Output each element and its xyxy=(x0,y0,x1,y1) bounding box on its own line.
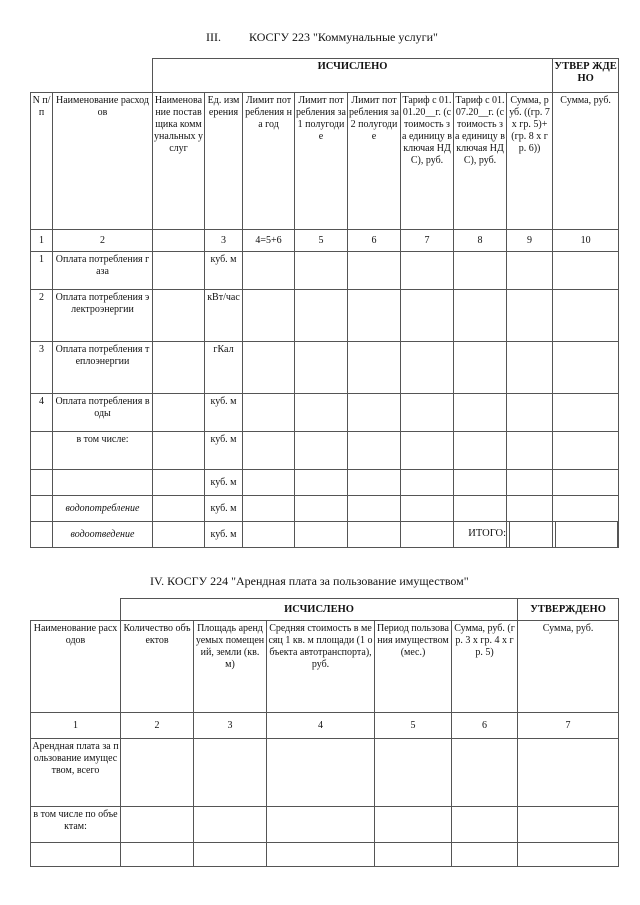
header-avg-cost: Средняя стоимость в месяц 1 кв. м площади (1 объекта автотранспорта), руб. xyxy=(267,621,375,713)
row-name: в том числе: xyxy=(53,432,153,470)
cell-value[interactable] xyxy=(507,432,553,470)
col-number: 2 xyxy=(53,230,153,252)
col-number: 6 xyxy=(452,713,518,739)
cell-value[interactable] xyxy=(348,522,401,548)
header-sum-approved: Сумма, руб. xyxy=(553,93,619,230)
cell-value[interactable] xyxy=(553,432,619,470)
cell-value[interactable] xyxy=(121,739,194,807)
cell-value[interactable] xyxy=(452,739,518,807)
cell-value[interactable] xyxy=(348,394,401,432)
header-limit-year: Лимит потребления на год xyxy=(243,93,295,230)
header-unit: Ед. измерения xyxy=(205,93,243,230)
header-num: N п/п xyxy=(31,93,53,230)
cell-value[interactable] xyxy=(507,342,553,394)
table-row xyxy=(31,470,619,496)
cell-value[interactable] xyxy=(295,522,348,548)
cell-value[interactable] xyxy=(121,843,194,867)
group-header-calculated: ИСЧИСЛЕНО xyxy=(153,59,553,93)
table-row xyxy=(31,342,619,394)
col-number xyxy=(153,230,205,252)
col-number: 6 xyxy=(348,230,401,252)
cell-supplier[interactable] xyxy=(153,522,205,548)
table-row xyxy=(31,432,619,470)
row-unit: куб. м xyxy=(205,496,243,522)
cell-value[interactable] xyxy=(518,739,619,807)
col-number: 1 xyxy=(31,713,121,739)
col-number: 1 xyxy=(31,230,53,252)
row-name: водопотребление xyxy=(53,496,153,522)
header-supplier: Наименование поставщика коммунальных услуг xyxy=(153,93,205,230)
cell-value[interactable] xyxy=(295,394,348,432)
group-header-calculated: ИСЧИСЛЕНО xyxy=(121,599,518,621)
col-number: 10 xyxy=(553,230,619,252)
group-header-approved: УТВЕР ЖДЕНО xyxy=(553,59,619,93)
cell-value[interactable] xyxy=(454,496,507,522)
table-row xyxy=(31,843,619,867)
cell-value[interactable] xyxy=(375,739,452,807)
cell-value[interactable] xyxy=(121,807,194,843)
cell-value[interactable] xyxy=(507,394,553,432)
row-num: 3 xyxy=(31,342,53,394)
cell-value[interactable] xyxy=(553,342,619,394)
cell-supplier[interactable] xyxy=(153,342,205,394)
table-corner xyxy=(31,59,153,93)
cell-value[interactable] xyxy=(194,807,267,843)
col-number: 7 xyxy=(518,713,619,739)
cell-value[interactable] xyxy=(401,394,454,432)
header-limit-h1: Лимит потребления за 1 полугодие xyxy=(295,93,348,230)
cell-supplier[interactable] xyxy=(153,252,205,290)
row-name: Арендная плата за пользование имуществом, всего xyxy=(31,739,121,807)
row-num xyxy=(31,496,53,522)
cell-value[interactable] xyxy=(243,342,295,394)
section4-title: IV. КОСГУ 224 "Арендная плата за пользование имуществом" xyxy=(150,574,469,588)
row-num: 2 xyxy=(31,290,53,342)
header-tariff-jul: Тариф с 01.07.20__г. (стоимость за единицу включая НДС), руб. xyxy=(454,93,507,230)
cell-value[interactable] xyxy=(553,290,619,342)
cell-value[interactable] xyxy=(507,470,553,496)
header-period: Период пользования имуществом (мес.) xyxy=(375,621,452,713)
total-sum-calc-cell[interactable] xyxy=(509,521,556,548)
cell-value[interactable] xyxy=(348,342,401,394)
cell-value[interactable] xyxy=(348,496,401,522)
cell-supplier[interactable] xyxy=(153,496,205,522)
cell-value[interactable] xyxy=(267,843,375,867)
row-unit: куб. м xyxy=(205,470,243,496)
table-row xyxy=(31,739,619,807)
header-sum-approved: Сумма, руб. xyxy=(518,621,619,713)
cell-value[interactable] xyxy=(553,496,619,522)
table-row xyxy=(31,807,619,843)
cell-value[interactable] xyxy=(295,252,348,290)
row-name xyxy=(53,470,153,496)
col-number: 8 xyxy=(454,230,507,252)
row-name: Оплата потребления газа xyxy=(53,252,153,290)
cell-value[interactable] xyxy=(243,290,295,342)
cell-value[interactable] xyxy=(295,342,348,394)
cell-value[interactable] xyxy=(553,252,619,290)
header-expense-name: Наименование расходов xyxy=(53,93,153,230)
header-expense-name: Наименование расходов xyxy=(31,621,121,713)
cell-value[interactable] xyxy=(348,290,401,342)
col-number: 2 xyxy=(121,713,194,739)
row-name: Оплата потребления электроэнергии xyxy=(53,290,153,342)
row-unit: куб. м xyxy=(205,522,243,548)
col-number: 5 xyxy=(295,230,348,252)
cell-value[interactable] xyxy=(454,432,507,470)
cell-value[interactable] xyxy=(375,807,452,843)
cell-value[interactable] xyxy=(518,807,619,843)
section3-title: КОСГУ 223 "Коммунальные услуги" xyxy=(249,30,438,44)
table-row xyxy=(31,496,619,522)
cell-value[interactable] xyxy=(507,496,553,522)
cell-supplier[interactable] xyxy=(153,432,205,470)
cell-value[interactable] xyxy=(518,843,619,867)
header-sum-calc: Сумма, руб. (гр. 3 x гр. 4 x гр. 5) xyxy=(452,621,518,713)
cell-value[interactable] xyxy=(267,807,375,843)
row-unit: куб. м xyxy=(205,252,243,290)
row-name: в том числе по объектам: xyxy=(31,807,121,843)
row-num: 1 xyxy=(31,252,53,290)
header-area: Площадь арендуемых помещений, земли (кв. м) xyxy=(194,621,267,713)
row-num: 4 xyxy=(31,394,53,432)
cell-value[interactable] xyxy=(401,470,454,496)
col-number: 4=5+6 xyxy=(243,230,295,252)
rent-table xyxy=(30,598,619,867)
cell-value[interactable] xyxy=(194,739,267,807)
row-unit: гКал xyxy=(205,342,243,394)
row-name: Оплата потребления воды xyxy=(53,394,153,432)
row-unit: куб. м xyxy=(205,432,243,470)
cell-value[interactable] xyxy=(375,843,452,867)
row-name: водоотведение xyxy=(53,522,153,548)
row-unit: кВт/час xyxy=(205,290,243,342)
cell-value[interactable] xyxy=(401,342,454,394)
col-number: 3 xyxy=(194,713,267,739)
cell-value[interactable] xyxy=(295,470,348,496)
cell-value[interactable] xyxy=(553,394,619,432)
cell-value[interactable] xyxy=(401,290,454,342)
row-num xyxy=(31,522,53,548)
cell-value[interactable] xyxy=(401,432,454,470)
cell-value[interactable] xyxy=(454,290,507,342)
row-num xyxy=(31,470,53,496)
utilities-table xyxy=(30,58,619,548)
row-unit: куб. м xyxy=(205,394,243,432)
cell-value[interactable] xyxy=(348,252,401,290)
cell-value[interactable] xyxy=(452,843,518,867)
col-number: 5 xyxy=(375,713,452,739)
cell-value[interactable] xyxy=(401,252,454,290)
cell-value[interactable] xyxy=(452,807,518,843)
row-num xyxy=(31,432,53,470)
total-sum-approved-cell[interactable] xyxy=(555,521,618,548)
cell-value[interactable] xyxy=(507,252,553,290)
cell-value[interactable] xyxy=(348,470,401,496)
header-object-count: Количество объектов xyxy=(121,621,194,713)
header-sum-calc: Сумма, руб. ((гр. 7 x гр. 5)+ (гр. 8 x гр. 6)) xyxy=(507,93,553,230)
col-number: 9 xyxy=(507,230,553,252)
cell-value[interactable] xyxy=(243,432,295,470)
cell-value[interactable] xyxy=(194,843,267,867)
header-limit-h2: Лимит потребления за 2 полугодие xyxy=(348,93,401,230)
section3-title-num: III. xyxy=(206,30,221,44)
cell-value[interactable] xyxy=(243,522,295,548)
cell-value[interactable] xyxy=(454,470,507,496)
total-label: ИТОГО: xyxy=(468,528,506,539)
table-row xyxy=(31,290,619,342)
cell-supplier[interactable] xyxy=(153,290,205,342)
cell-value[interactable] xyxy=(243,496,295,522)
cell-supplier[interactable] xyxy=(153,470,205,496)
cell-value[interactable] xyxy=(243,470,295,496)
col-number: 4 xyxy=(267,713,375,739)
cell-supplier[interactable] xyxy=(153,394,205,432)
cell-value[interactable] xyxy=(507,290,553,342)
cell-value[interactable] xyxy=(267,739,375,807)
cell-value[interactable] xyxy=(295,432,348,470)
col-number: 7 xyxy=(401,230,454,252)
cell-value[interactable] xyxy=(348,432,401,470)
col-number: 3 xyxy=(205,230,243,252)
row-name xyxy=(31,843,121,867)
cell-value[interactable] xyxy=(295,496,348,522)
cell-value[interactable] xyxy=(454,394,507,432)
group-header-approved: УТВЕРЖДЕНО xyxy=(518,599,619,621)
cell-value[interactable] xyxy=(243,252,295,290)
cell-value[interactable] xyxy=(553,470,619,496)
cell-value[interactable] xyxy=(454,342,507,394)
header-tariff-jan: Тариф с 01.01.20__г. (стоимость за единицу включая НДС), руб. xyxy=(401,93,454,230)
table-corner xyxy=(31,599,121,621)
cell-value[interactable] xyxy=(295,290,348,342)
row-name: Оплата потребления теплоэнергии xyxy=(53,342,153,394)
table-row xyxy=(31,394,619,432)
cell-value[interactable] xyxy=(454,252,507,290)
cell-value[interactable] xyxy=(401,496,454,522)
table-row xyxy=(31,252,619,290)
cell-value[interactable] xyxy=(243,394,295,432)
